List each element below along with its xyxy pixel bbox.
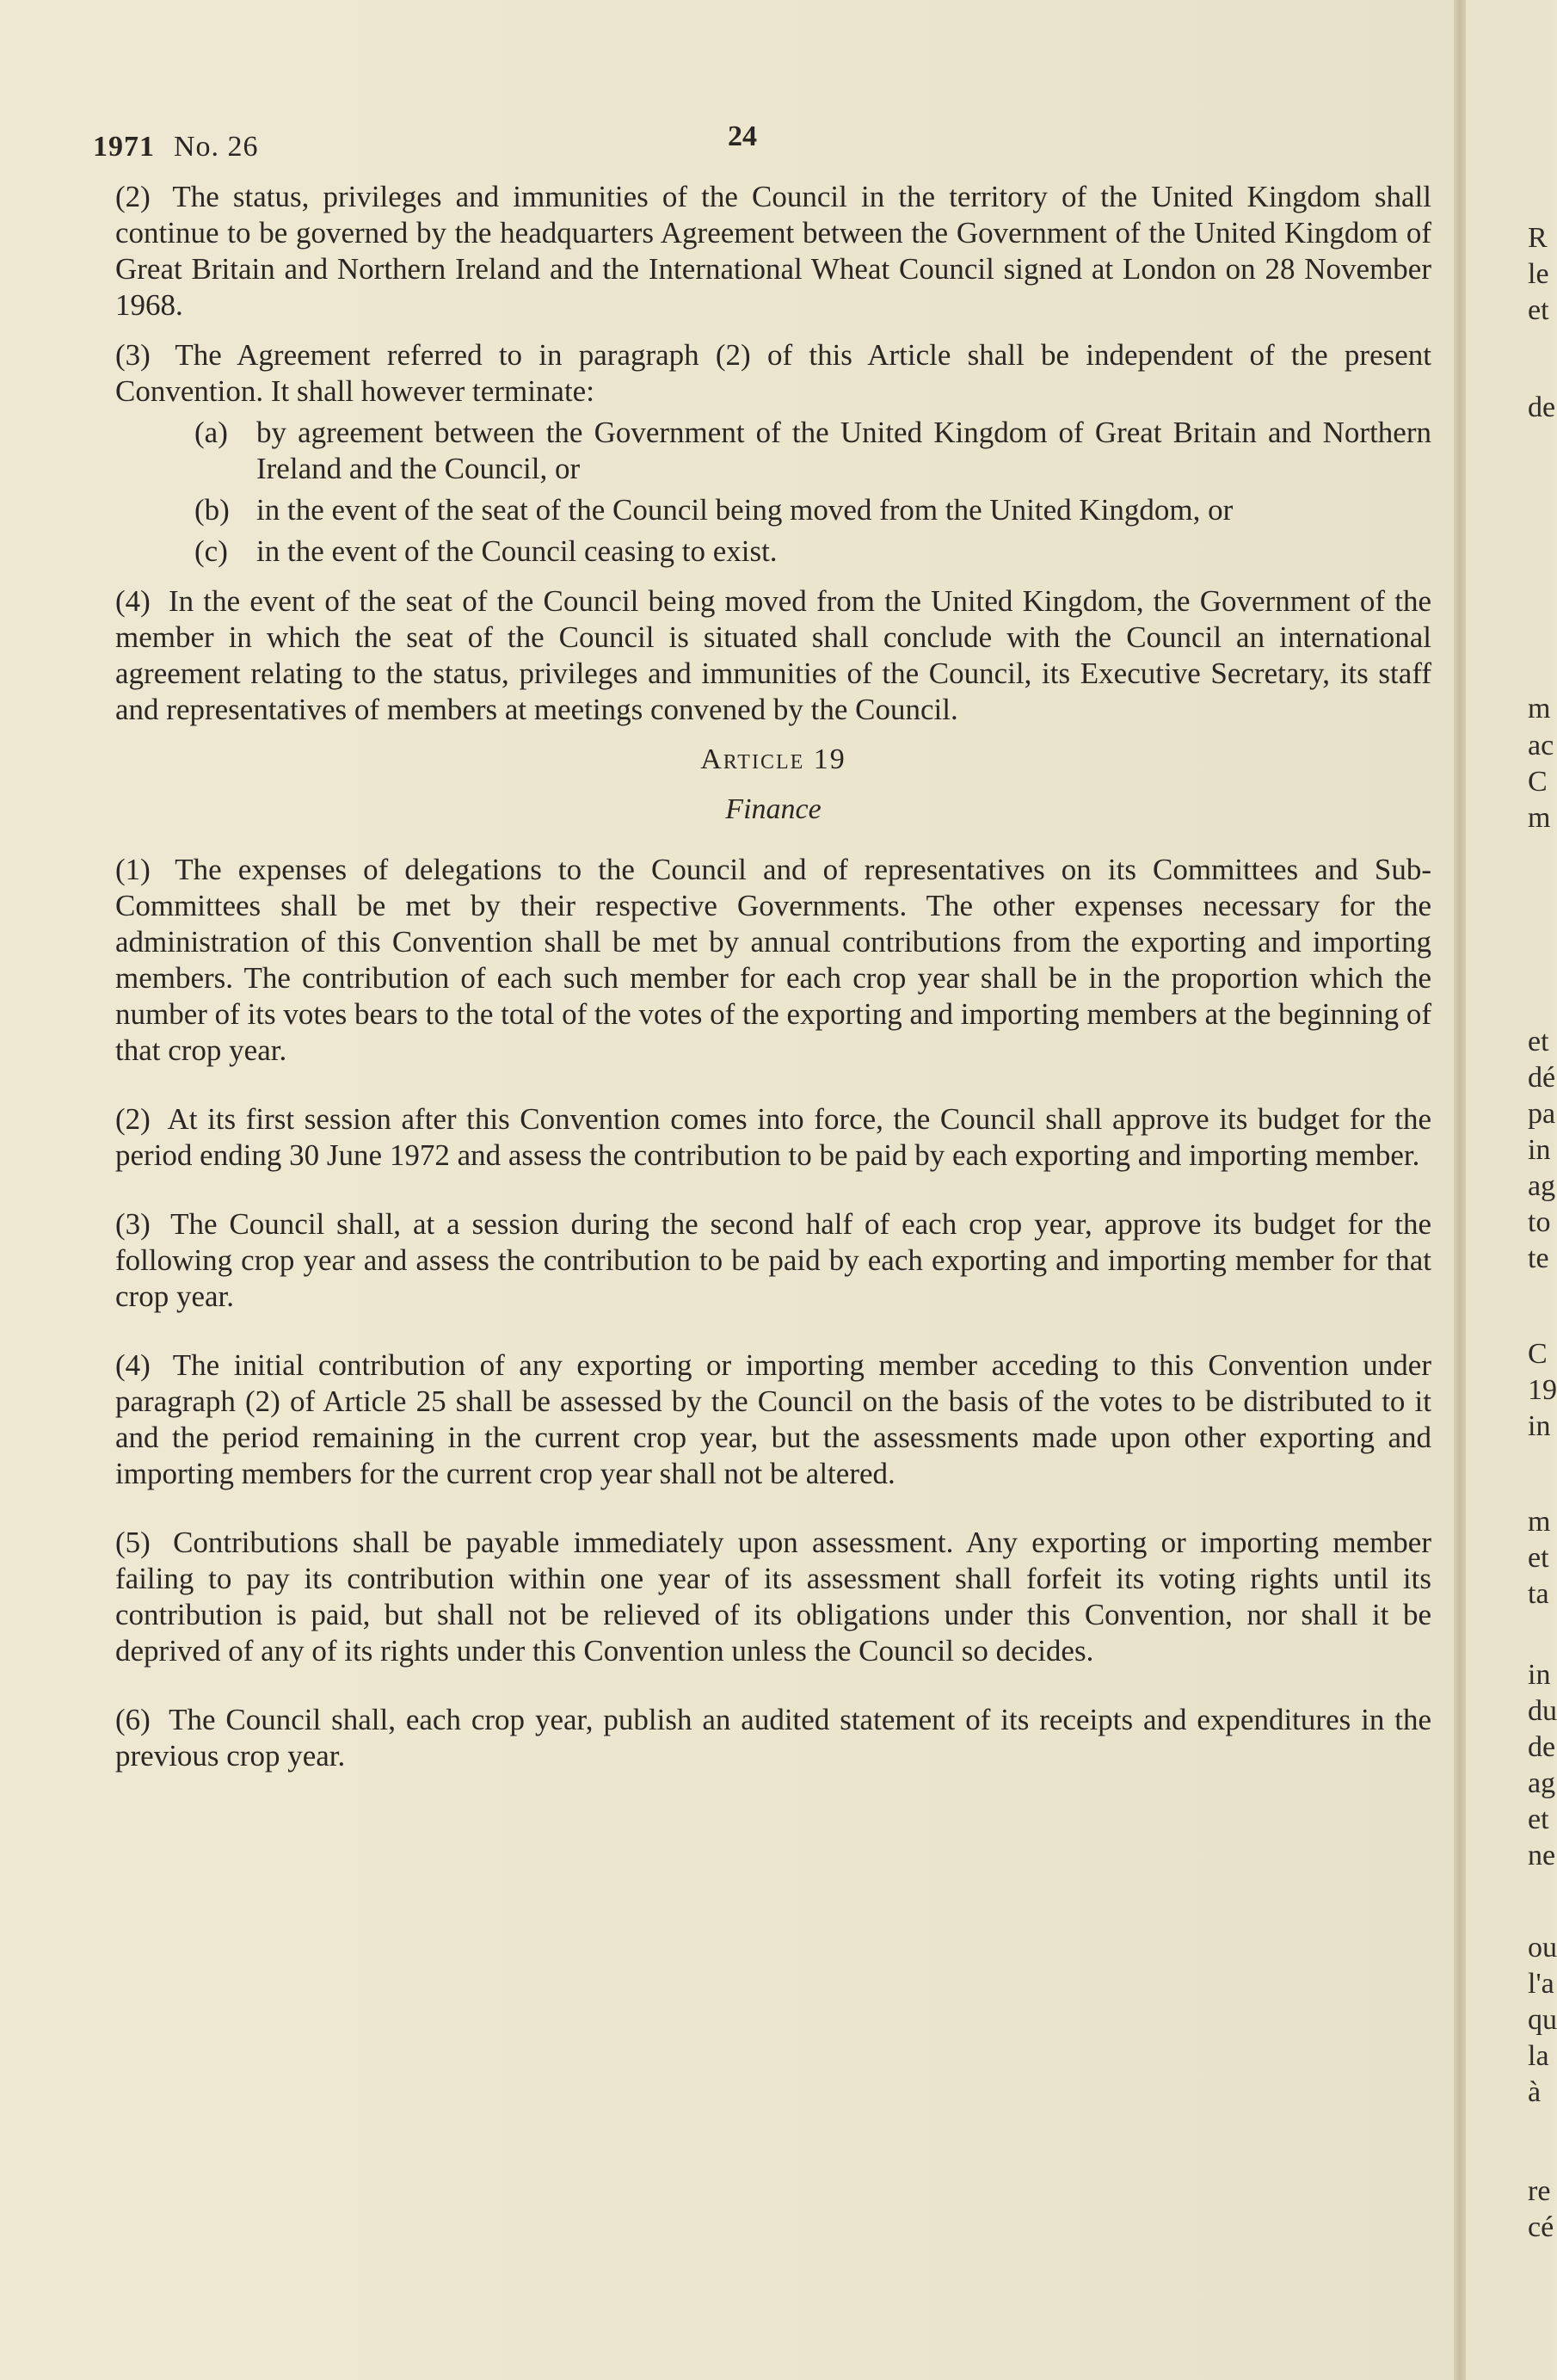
paragraph-number: (6) [115, 1703, 151, 1736]
paragraph-text: Contributions shall be payable immediately upon assessment. Any exporting or importing member failing to pay its contribution within one year of its assessment shall forfeit its voting rights until its contribution is paid, but shall not be relieved of its obligations under this Convention, nor shall it be deprived of any of its rights under this Convention unless the Council so decides. [115, 1526, 1431, 1668]
article-heading: Article 19 [700, 743, 846, 775]
facing-page-fragment: ou [1528, 1932, 1557, 1964]
running-head [93, 131, 259, 163]
facing-page-fragment: et [1528, 1026, 1549, 1057]
facing-page-fragment: dé [1528, 1062, 1556, 1094]
facing-page-fragment: pa [1528, 1098, 1556, 1130]
facing-page-fragment: ac [1528, 730, 1554, 761]
page-gutter [1454, 0, 1466, 2380]
paragraph-text: In the event of the seat of the Council being moved from the United Kingdom, the Government of the member in which the seat of the Council is situated shall conclude with the Council an international agreement relating to the status, privileges and immunities of the Council, its Executive Secretary, its staff and representatives of members at meetings convened by the Council. [115, 584, 1431, 726]
article19-paragraph-6 [115, 1702, 1431, 1774]
facing-page-fragment: de [1528, 1731, 1556, 1763]
running-head-number: No. 26 [174, 131, 259, 163]
sub-item-label: (c) [194, 534, 228, 568]
facing-page-fragment: m [1528, 802, 1551, 834]
facing-page-fragment: in [1528, 1410, 1551, 1442]
sub-item-text: by agreement between the Government of the United Kingdom of Great Britain and Northern Ireland and the Council, or [256, 416, 1431, 485]
document-body [115, 179, 1431, 1788]
article19-paragraph-3 [115, 1206, 1431, 1315]
sub-item-text: in the event of the Council ceasing to exist. [256, 534, 778, 568]
paragraph-text: The expenses of delegations to the Council and of representatives on its Committees and Sub-Committees shall be met by their respective Governments. The other expenses necessary for the administration of this Convention shall be met by annual contributions from the exporting and importing members. The contribution of each such member for each crop year shall be in the proportion which the number of its votes bears to the total of the votes of the exporting and importing members at the beginning of that crop year. [115, 853, 1431, 1067]
sub-item-c [115, 533, 1431, 570]
facing-page-fragment: de [1528, 392, 1556, 423]
paragraph-number: (2) [115, 180, 151, 213]
facing-page-fragment: C [1528, 1338, 1548, 1370]
facing-page-fragment: m [1528, 693, 1551, 724]
sub-item-b [115, 492, 1431, 528]
facing-page-fragment: cé [1528, 2211, 1554, 2243]
paragraph-number: (3) [115, 1207, 151, 1241]
facing-page-fragment: 19 [1528, 1374, 1557, 1406]
paragraph-number: (4) [115, 584, 151, 618]
article-subheading: Finance [725, 793, 822, 825]
page-number: 24 [728, 120, 757, 152]
facing-page-fragment: m [1528, 1506, 1551, 1538]
facing-page-fragment: à [1528, 2076, 1542, 2108]
paragraph-text: The Council shall, each crop year, publish an audited statement of its receipts and expenditures in the previous crop year. [115, 1703, 1431, 1773]
facing-page-fragment: la [1528, 2040, 1549, 2072]
paragraph-number: (4) [115, 1348, 151, 1382]
paragraph-text: The status, privileges and immunities of the Council in the territory of the United Kingdom shall continue to be governed by the headquarters Agreement between the Government of the United Kingdom of Great Britain and Northern Ireland and the International Wheat Council signed at London on 28 November 1968. [115, 180, 1431, 322]
sub-item-text: in the event of the seat of the Council being moved from the United Kingdom, or [256, 493, 1234, 527]
facing-page-fragment: ag [1528, 1767, 1556, 1799]
article18-paragraph-4 [115, 583, 1431, 728]
facing-page-fragment: qu [1528, 2004, 1557, 2036]
paragraph-text: At its first session after this Convention comes into force, the Council shall approve its budget for the period ending 30 June 1972 and assess the contribution to be paid by each exporting and importing member. [115, 1102, 1431, 1172]
facing-page-fragment: et [1528, 1542, 1549, 1574]
sub-item-label: (b) [194, 493, 230, 527]
paragraph-text: The Council shall, at a session during the second half of each crop year, approve its budget for the following crop year and assess the contribution to be paid by each exporting and importing member for that crop year. [115, 1207, 1431, 1313]
article18-paragraph-3 [115, 337, 1431, 410]
facing-page-fragment: et [1528, 294, 1549, 326]
facing-page-fragment: te [1528, 1242, 1549, 1274]
facing-page-fragment: re [1528, 2175, 1551, 2207]
facing-page-fragment: ta [1528, 1578, 1549, 1610]
paragraph-text: The Agreement referred to in paragraph (2) of this Article shall be independent of the present Convention. It shall however terminate: [115, 338, 1431, 408]
paragraph-number: (2) [115, 1102, 151, 1136]
paragraph-number: (1) [115, 853, 151, 886]
facing-page-fragment: le [1528, 258, 1549, 290]
sub-item-a [115, 415, 1431, 487]
facing-page-fragment: ag [1528, 1170, 1556, 1202]
facing-page-fragment: du [1528, 1695, 1557, 1727]
facing-page-fragment: et [1528, 1803, 1549, 1835]
facing-page-fragment: C [1528, 766, 1548, 798]
sub-item-label: (a) [194, 416, 228, 449]
article19-paragraph-4 [115, 1347, 1431, 1492]
facing-page-fragment: ne [1528, 1840, 1556, 1871]
running-head-year: 1971 [93, 131, 155, 163]
article19-paragraph-1 [115, 852, 1431, 1069]
facing-page-fragment: l'a [1528, 1968, 1554, 2000]
facing-page-fragment: in [1528, 1659, 1551, 1691]
paragraph-number: (5) [115, 1526, 151, 1559]
facing-page-fragment: to [1528, 1206, 1551, 1238]
article19-paragraph-2 [115, 1101, 1431, 1174]
paragraph-text: The initial contribution of any exporting or importing member acceding to this Convention under paragraph (2) of Article 25 shall be assessed by the Council on the basis of the votes to be distributed to it and the period remaining in the current crop year, but the assessments made upon other exporting and importing members for the current crop year shall not be altered. [115, 1348, 1431, 1490]
article19-paragraph-5 [115, 1525, 1431, 1669]
facing-page-fragment: in [1528, 1134, 1551, 1166]
paragraph-number: (3) [115, 338, 151, 372]
article18-paragraph-2 [115, 179, 1431, 324]
facing-page-fragment: R [1528, 222, 1548, 254]
